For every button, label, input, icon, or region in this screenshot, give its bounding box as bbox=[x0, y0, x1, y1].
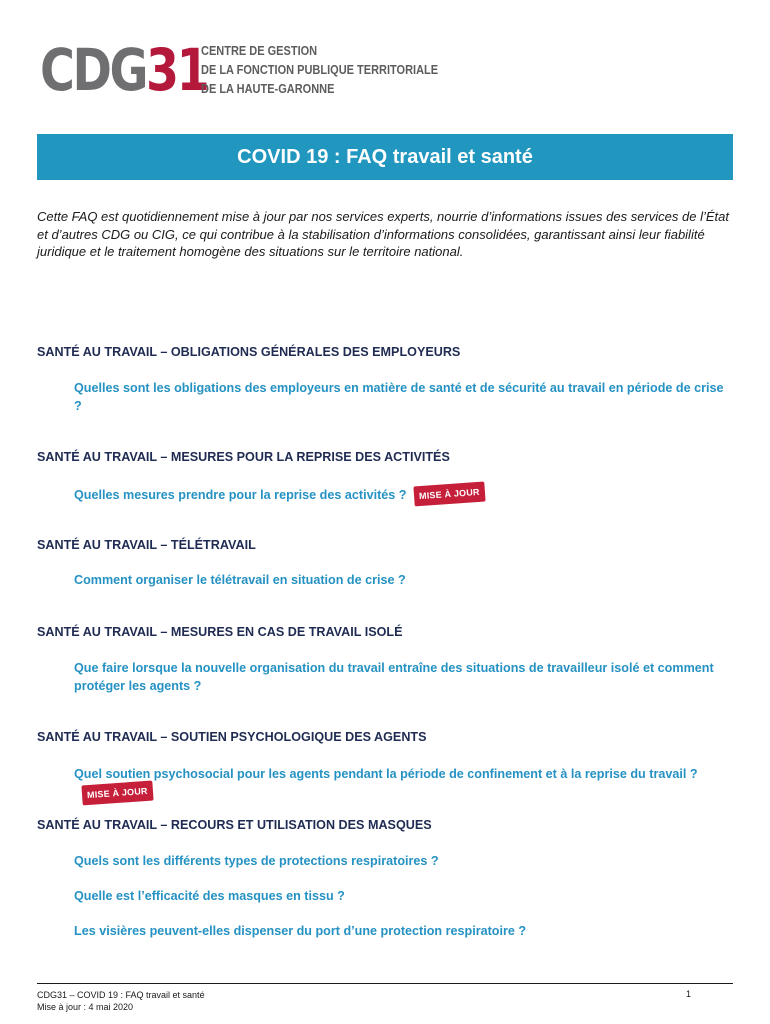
footer-divider bbox=[37, 983, 733, 984]
header bbox=[40, 36, 439, 104]
intro-paragraph: Cette FAQ est quotidiennement mise à jour par nos services experts, nourrie d’informations issues des services de l’État et d’autres CDG ou CIG, ce qui contribue à la stabilisation d’informations consolidées, garantissant ainsi leur fiabilité juridique et le traitement homogène des situations sur le territoire national. bbox=[37, 209, 729, 259]
section-title-travail-isole: SANTÉ AU TRAVAIL – MESURES EN CAS DE TRAVAIL ISOLÉ bbox=[37, 625, 403, 639]
logo-letters: CD bbox=[40, 36, 110, 104]
update-badge: MISE À JOUR bbox=[414, 482, 486, 507]
section-title-teletravail: SANTÉ AU TRAVAIL – TÉLÉTRAVAIL bbox=[37, 538, 256, 552]
title-banner bbox=[37, 134, 733, 180]
org-line-3: DE LA HAUTE-GARONNE bbox=[201, 82, 335, 96]
faq-link-travail-isole[interactable]: Que faire lorsque la nouvelle organisation du travail entraîne des situations de travailleur isolé et comment protéger les agents ? bbox=[74, 661, 714, 693]
footer-update-date: Mise à jour : 4 mai 2020 bbox=[37, 1002, 134, 1012]
faq-link-soutien[interactable]: Quel soutien psychosocial pour les agents pendant la période de confinement et à la reprise du travail ? bbox=[74, 767, 698, 781]
logo-letter-g: G bbox=[109, 36, 147, 104]
footer-info bbox=[37, 989, 205, 1013]
page-number: 1 bbox=[686, 989, 692, 999]
cdg31-logo bbox=[40, 36, 208, 104]
logo-number: 31 bbox=[146, 36, 208, 104]
faq-link-teletravail[interactable]: Comment organiser le télétravail en situation de crise ? bbox=[74, 573, 406, 587]
section-title-obligations: SANTÉ AU TRAVAIL – OBLIGATIONS GÉNÉRALES DES EMPLOYEURS bbox=[37, 345, 461, 359]
section-title-masques: SANTÉ AU TRAVAIL – RECOURS ET UTILISATION DES MASQUES bbox=[37, 818, 432, 832]
faq-link-visieres[interactable]: Les visières peuvent-elles dispenser du port d’une protection respiratoire ? bbox=[74, 924, 527, 938]
faq-link-masques-tissu[interactable]: Quelle est l’efficacité des masques en tissu ? bbox=[74, 889, 345, 903]
faq-link-obligations[interactable]: Quelles sont les obligations des employeurs en matière de santé et de sécurité au travail en période de crise ? bbox=[74, 381, 724, 413]
footer-document-title: CDG31 – COVID 19 : FAQ travail et santé bbox=[37, 990, 205, 1000]
section-title-reprise: SANTÉ AU TRAVAIL – MESURES POUR LA REPRISE DES ACTIVITÉS bbox=[37, 450, 450, 464]
faq-link-reprise[interactable]: Quelles mesures prendre pour la reprise des activités ? bbox=[74, 488, 407, 502]
faq-item-soutien bbox=[74, 765, 733, 803]
org-line-2: DE LA FONCTION PUBLIQUE TERRITORIALE bbox=[201, 63, 439, 77]
faq-item-reprise bbox=[74, 484, 733, 504]
update-badge: MISE À JOUR bbox=[81, 781, 153, 806]
faq-link-protections[interactable]: Quels sont les différents types de protections respiratoires ? bbox=[74, 854, 439, 868]
org-line-1: CENTRE DE GESTION bbox=[201, 44, 318, 58]
section-title-soutien: SANTÉ AU TRAVAIL – SOUTIEN PSYCHOLOGIQUE DES AGENTS bbox=[37, 730, 427, 744]
page-title: COVID 19 : FAQ travail et santé bbox=[237, 145, 533, 168]
organization-name bbox=[201, 42, 438, 99]
